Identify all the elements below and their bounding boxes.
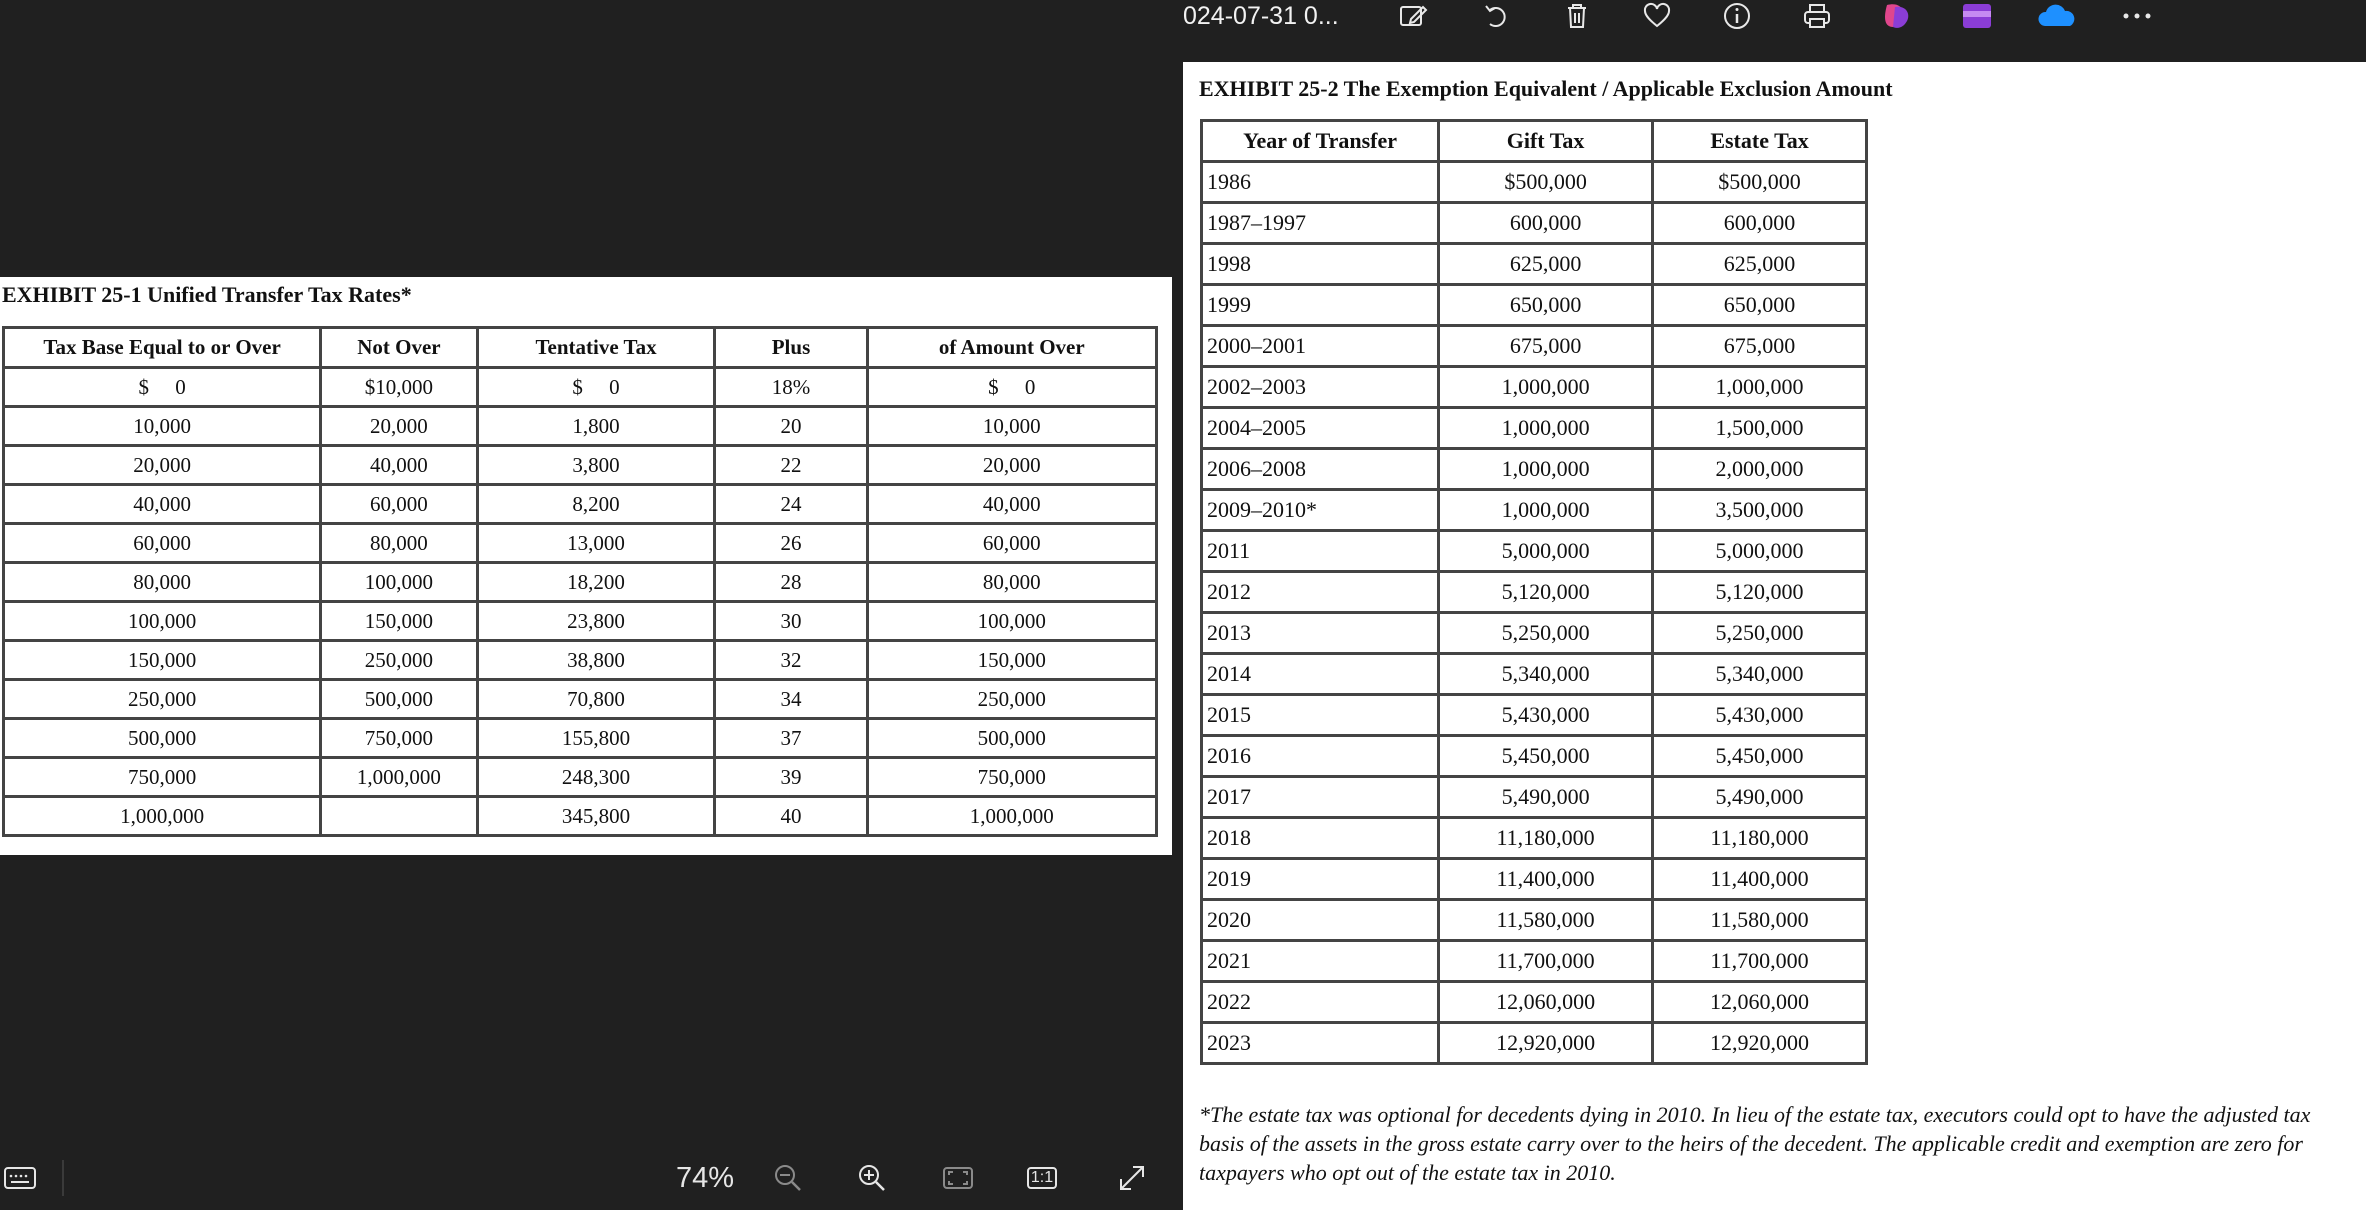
column-header: Tax Base Equal to or Over (4, 328, 321, 368)
zoom-level-readout[interactable]: 74% (675, 1161, 735, 1194)
table-row (1202, 285, 1867, 326)
table-cell: 1,500,000 (1653, 408, 1867, 449)
table-cell: 2000–2001 (1202, 326, 1439, 367)
table-row (4, 719, 1157, 758)
actual-size-icon[interactable] (1022, 1158, 1062, 1198)
table-cell: 5,340,000 (1439, 654, 1653, 695)
table-cell: 5,250,000 (1439, 613, 1653, 654)
table-cell: 11,400,000 (1653, 859, 1867, 900)
table-cell: 155,800 (477, 719, 715, 758)
table-cell: 34 (715, 680, 867, 719)
table-cell: 5,450,000 (1653, 736, 1867, 777)
table-cell: 5,250,000 (1653, 613, 1867, 654)
column-header: Gift Tax (1439, 121, 1653, 162)
table-cell: 675,000 (1439, 326, 1653, 367)
table-cell: 38,800 (477, 641, 715, 680)
table-cell: 1,800 (477, 407, 715, 446)
edit-image-icon[interactable] (1393, 0, 1433, 32)
table-cell: 2019 (1202, 859, 1439, 900)
table-cell: 5,450,000 (1439, 736, 1653, 777)
table-cell: 22 (715, 446, 867, 485)
table-row (4, 641, 1157, 680)
table-row (1202, 162, 1867, 203)
table-cell: 12,060,000 (1439, 982, 1653, 1023)
table-cell: 5,000,000 (1439, 531, 1653, 572)
table-cell: 1987–1997 (1202, 203, 1439, 244)
top-toolbar (1183, 0, 2366, 62)
table-row (1202, 572, 1867, 613)
table-cell: 1999 (1202, 285, 1439, 326)
tax-rates-table (2, 326, 1158, 837)
column-header: of Amount Over (867, 328, 1156, 368)
onedrive-icon[interactable] (2037, 0, 2077, 32)
table-cell: 100,000 (867, 602, 1156, 641)
tax-rates-body (4, 368, 1157, 836)
table-row (1202, 490, 1867, 531)
table-row (1202, 982, 1867, 1023)
exemption-table (1200, 119, 1868, 1065)
table-cell: 1,000,000 (4, 797, 321, 836)
table-cell: 1,000,000 (1653, 367, 1867, 408)
table-cell: 500,000 (321, 680, 477, 719)
table-cell: 11,180,000 (1653, 818, 1867, 859)
table-cell: 26 (715, 524, 867, 563)
table-cell: 150,000 (867, 641, 1156, 680)
table-cell: 250,000 (867, 680, 1156, 719)
file-title: 024-07-31 0... (1183, 2, 1339, 30)
exhibit-25-1-title: EXHIBIT 25-1 Unified Transfer Tax Rates* (2, 282, 412, 307)
table-cell: 1,000,000 (867, 797, 1156, 836)
table-cell: 625,000 (1439, 244, 1653, 285)
exemption-body (1202, 162, 1867, 1064)
table-cell: 39 (715, 758, 867, 797)
table-cell: 18,200 (477, 563, 715, 602)
table-row (1202, 203, 1867, 244)
zoom-in-icon[interactable] (852, 1158, 892, 1198)
table-cell: 2011 (1202, 531, 1439, 572)
table-cell: 250,000 (321, 641, 477, 680)
table-cell: 2002–2003 (1202, 367, 1439, 408)
table-cell: 2004–2005 (1202, 408, 1439, 449)
table-cell: 11,580,000 (1653, 900, 1867, 941)
document-page-exhibit-25-2 (1183, 62, 2366, 1210)
table-cell: $10,000 (321, 368, 477, 407)
column-header: Estate Tax (1653, 121, 1867, 162)
table-cell: 5,430,000 (1653, 695, 1867, 736)
table-cell: 5,120,000 (1653, 572, 1867, 613)
table-row (4, 797, 1157, 836)
table-cell: 750,000 (4, 758, 321, 797)
table-cell: 11,700,000 (1653, 941, 1867, 982)
table-row (1202, 449, 1867, 490)
table-row (1202, 244, 1867, 285)
delete-icon[interactable] (1557, 0, 1597, 32)
table-cell: 2023 (1202, 1023, 1439, 1064)
table-cell: 650,000 (1439, 285, 1653, 326)
table-cell: 2006–2008 (1202, 449, 1439, 490)
actual-size-label: 1:1 (1030, 1169, 1054, 1186)
table-cell: 1,000,000 (1439, 408, 1653, 449)
table-cell: 2,000,000 (1653, 449, 1867, 490)
table-cell: 2022 (1202, 982, 1439, 1023)
table-cell: 40,000 (867, 485, 1156, 524)
table-row (1202, 695, 1867, 736)
exhibit-footnote: *The estate tax was optional for decedents dying in 2010. In lieu of the estate tax, executors could opt to have the adjusted tax basis of the assets in the gross estate carry over to the heirs of the decedent. The applicable credit and exemption are zero for taxpayers who opt out of the estate tax in 2010. (1199, 1102, 2311, 1185)
table-cell: 80,000 (867, 563, 1156, 602)
more-icon[interactable] (2117, 0, 2157, 32)
table-row (1202, 367, 1867, 408)
table-cell: 12,920,000 (1439, 1023, 1653, 1064)
table-cell: 600,000 (1439, 203, 1653, 244)
table-cell: 23,800 (477, 602, 715, 641)
table-row (1202, 408, 1867, 449)
table-cell: 2012 (1202, 572, 1439, 613)
table-cell: 32 (715, 641, 867, 680)
table-cell: 60,000 (321, 485, 477, 524)
table-cell: 150,000 (321, 602, 477, 641)
table-cell: 60,000 (867, 524, 1156, 563)
table-cell: $ 0 (867, 368, 1156, 407)
table-row (4, 524, 1157, 563)
table-cell: 1986 (1202, 162, 1439, 203)
table-cell: 12,920,000 (1653, 1023, 1867, 1064)
table-cell: 248,300 (477, 758, 715, 797)
table-cell: 80,000 (4, 563, 321, 602)
table-cell: 40,000 (4, 485, 321, 524)
table-row (4, 368, 1157, 407)
table-cell: 2020 (1202, 900, 1439, 941)
table-cell: 80,000 (321, 524, 477, 563)
table-cell: 2021 (1202, 941, 1439, 982)
tax-rates-header-row (4, 328, 1157, 368)
table-row (1202, 531, 1867, 572)
column-header: Tentative Tax (477, 328, 715, 368)
table-row (1202, 326, 1867, 367)
table-row (4, 563, 1157, 602)
table-cell: 650,000 (1653, 285, 1867, 326)
print-icon[interactable] (1797, 0, 1837, 32)
bottom-toolbar (0, 1144, 1183, 1210)
table-cell: 28 (715, 563, 867, 602)
table-cell: $ 0 (4, 368, 321, 407)
table-cell: 20,000 (867, 446, 1156, 485)
table-cell: 10,000 (4, 407, 321, 446)
table-cell: 5,000,000 (1653, 531, 1867, 572)
table-row (1202, 736, 1867, 777)
zoom-out-icon[interactable] (768, 1158, 808, 1198)
table-cell: 11,580,000 (1439, 900, 1653, 941)
table-row (1202, 900, 1867, 941)
table-row (1202, 654, 1867, 695)
table-row (1202, 941, 1867, 982)
table-row (1202, 818, 1867, 859)
table-cell: 100,000 (4, 602, 321, 641)
table-cell: 8,200 (477, 485, 715, 524)
table-row (4, 446, 1157, 485)
table-cell: 675,000 (1653, 326, 1867, 367)
table-cell: 2018 (1202, 818, 1439, 859)
table-cell: 70,800 (477, 680, 715, 719)
table-cell: 500,000 (4, 719, 321, 758)
table-cell: 13,000 (477, 524, 715, 563)
table-cell: 24 (715, 485, 867, 524)
table-cell: 100,000 (321, 563, 477, 602)
table-cell: 1998 (1202, 244, 1439, 285)
table-cell: 20,000 (321, 407, 477, 446)
table-cell: 40,000 (321, 446, 477, 485)
favorite-icon[interactable] (1637, 0, 1677, 32)
table-cell: 2013 (1202, 613, 1439, 654)
table-cell: 2017 (1202, 777, 1439, 818)
copilot-icon[interactable] (1877, 0, 1917, 32)
table-cell: 5,430,000 (1439, 695, 1653, 736)
table-cell: 625,000 (1653, 244, 1867, 285)
table-cell: 40 (715, 797, 867, 836)
fit-to-window-icon[interactable] (938, 1158, 978, 1198)
table-row (4, 485, 1157, 524)
table-row (4, 602, 1157, 641)
table-row (1202, 777, 1867, 818)
toolbar-divider (62, 1160, 64, 1196)
table-cell: 1,000,000 (1439, 367, 1653, 408)
expand-icon[interactable] (1112, 1158, 1152, 1198)
table-cell: 750,000 (867, 758, 1156, 797)
table-cell: 11,700,000 (1439, 941, 1653, 982)
column-header: Plus (715, 328, 867, 368)
table-row (1202, 613, 1867, 654)
table-cell: 12,060,000 (1653, 982, 1867, 1023)
exhibit-25-2-title: EXHIBIT 25-2 The Exemption Equivalent / Applicable Exclusion Amount (1199, 76, 1893, 101)
table-cell: $500,000 (1653, 162, 1867, 203)
table-cell: 600,000 (1653, 203, 1867, 244)
table-cell: 60,000 (4, 524, 321, 563)
table-row (4, 680, 1157, 719)
table-cell: 1,000,000 (1439, 490, 1653, 531)
table-cell: 3,500,000 (1653, 490, 1867, 531)
table-cell: 2014 (1202, 654, 1439, 695)
table-row (4, 407, 1157, 446)
table-cell: 18% (715, 368, 867, 407)
info-icon[interactable] (1717, 0, 1757, 32)
table-row (1202, 1023, 1867, 1064)
table-cell: $ 0 (477, 368, 715, 407)
table-cell: $500,000 (1439, 162, 1653, 203)
exemption-header-row (1202, 121, 1867, 162)
rotate-icon[interactable] (1477, 0, 1517, 32)
table-cell: 345,800 (477, 797, 715, 836)
keyboard-icon[interactable] (0, 1158, 40, 1198)
clipchamp-icon[interactable] (1957, 0, 1997, 32)
table-cell: 2016 (1202, 736, 1439, 777)
table-cell: 20,000 (4, 446, 321, 485)
table-cell: 150,000 (4, 641, 321, 680)
table-cell (321, 797, 477, 836)
table-cell: 5,120,000 (1439, 572, 1653, 613)
table-cell: 37 (715, 719, 867, 758)
table-cell: 5,340,000 (1653, 654, 1867, 695)
table-cell: 5,490,000 (1439, 777, 1653, 818)
column-header: Year of Transfer (1202, 121, 1439, 162)
table-cell: 11,180,000 (1439, 818, 1653, 859)
table-cell: 1,000,000 (1439, 449, 1653, 490)
right-image-viewer (1183, 0, 2366, 1210)
table-cell: 11,400,000 (1439, 859, 1653, 900)
table-cell: 500,000 (867, 719, 1156, 758)
table-cell: 1,000,000 (321, 758, 477, 797)
table-cell: 20 (715, 407, 867, 446)
table-cell: 250,000 (4, 680, 321, 719)
table-cell: 2009–2010* (1202, 490, 1439, 531)
column-header: Not Over (321, 328, 477, 368)
table-cell: 750,000 (321, 719, 477, 758)
panel-divider (1173, 62, 1183, 1210)
table-cell: 30 (715, 602, 867, 641)
table-cell: 2015 (1202, 695, 1439, 736)
table-row (4, 758, 1157, 797)
table-cell: 3,800 (477, 446, 715, 485)
table-cell: 10,000 (867, 407, 1156, 446)
table-row (1202, 859, 1867, 900)
table-cell: 5,490,000 (1653, 777, 1867, 818)
